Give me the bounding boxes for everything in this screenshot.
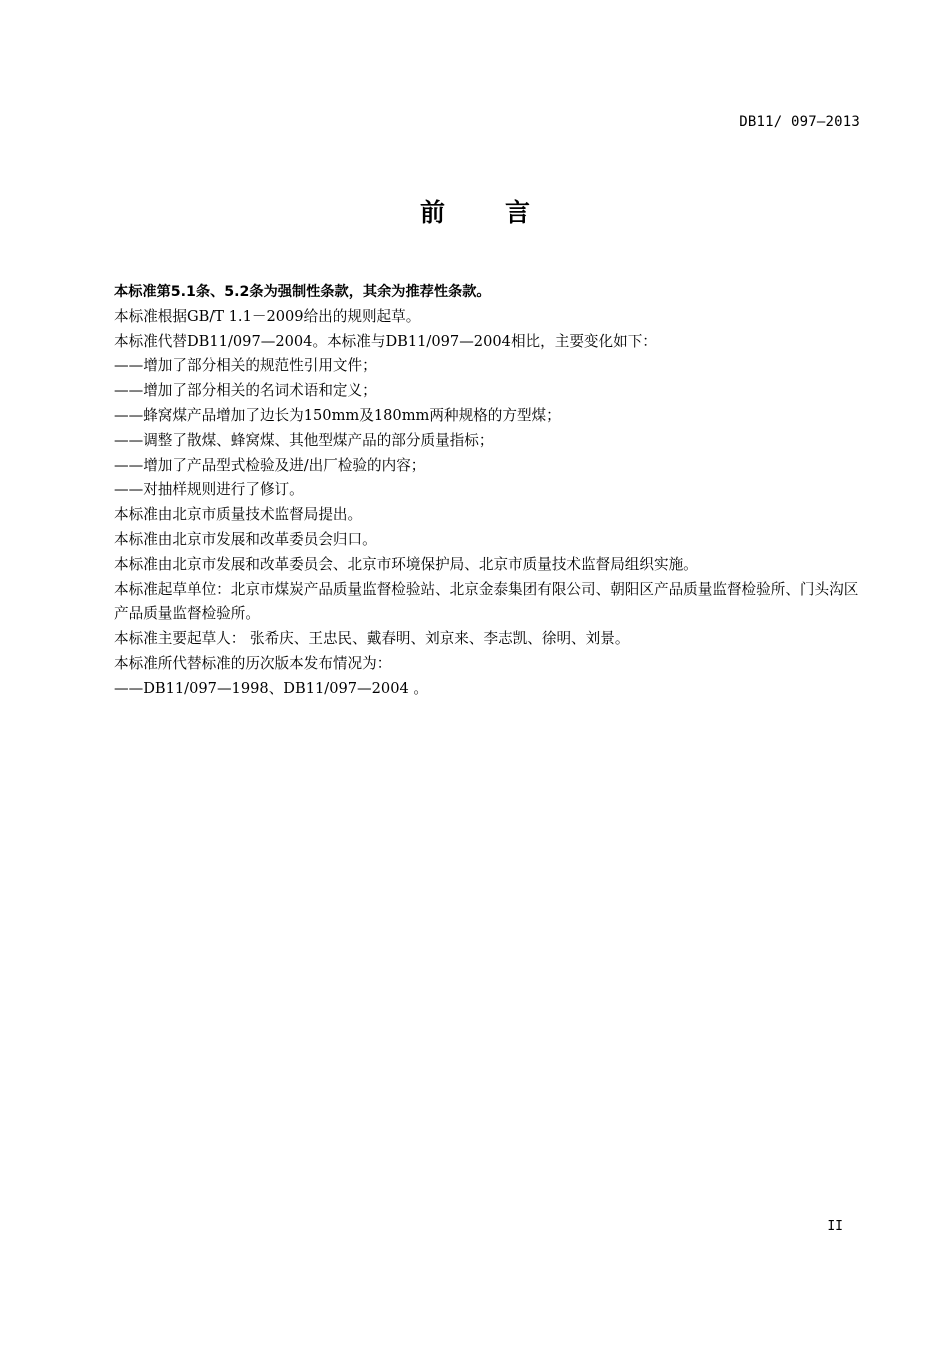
foreword-body: [114, 280, 864, 702]
centralized-by-paragraph: 本标准由北京市发展和改革委员会归口。: [114, 530, 377, 548]
history-item: ——DB11/097—1998、DB11/097—2004 。: [114, 679, 429, 697]
drafters-paragraph: 本标准主要起草人： 张希庆、王忠民、戴春明、刘京来、李志凯、徐明、刘景。: [114, 630, 630, 648]
implementation-paragraph: 本标准由北京市发展和改革委员会、北京市环境保护局、北京市质量技术监督局组织实施。: [114, 555, 698, 573]
change-item: ——调整了散煤、蜂窝煤、其他型煤产品的部分质量指标；: [114, 431, 494, 449]
document-code: DB11/ 097—2013: [739, 114, 860, 130]
proposer-paragraph: 本标准由北京市质量技术监督局提出。: [114, 506, 363, 524]
change-item: ——对抽样规则进行了修订。: [114, 481, 304, 499]
change-item: ——增加了部分相关的规范性引用文件；: [114, 357, 377, 375]
drafting-units-paragraph: 本标准起草单位：北京市煤炭产品质量监督检验站、北京金泰集团有限公司、朝阳区产品质量监督检验所、门头沟区产品质量监督检验所。: [114, 580, 859, 623]
history-intro-paragraph: 本标准所代替标准的历次版本发布情况为：: [114, 654, 392, 672]
change-item: ——增加了产品型式检验及进/出厂检验的内容；: [114, 456, 426, 474]
change-item: ——蜂窝煤产品增加了边长为150mm及180mm两种规格的方型煤；: [114, 406, 561, 424]
page-number: II: [827, 1219, 843, 1234]
page-title: 前言: [419, 198, 590, 227]
drafting-rules-paragraph: 本标准根据GB/T 1.1－2009给出的规则起草。: [114, 307, 421, 325]
replacement-paragraph: 本标准代替DB11/097—2004。本标准与DB11/097—2004相比，主要变化如下：: [114, 332, 657, 350]
mandatory-clause-statement: 本标准第5.1条、5.2条为强制性条款，其余为推荐性条款。: [114, 284, 491, 300]
change-item: ——增加了部分相关的名词术语和定义；: [114, 382, 377, 400]
